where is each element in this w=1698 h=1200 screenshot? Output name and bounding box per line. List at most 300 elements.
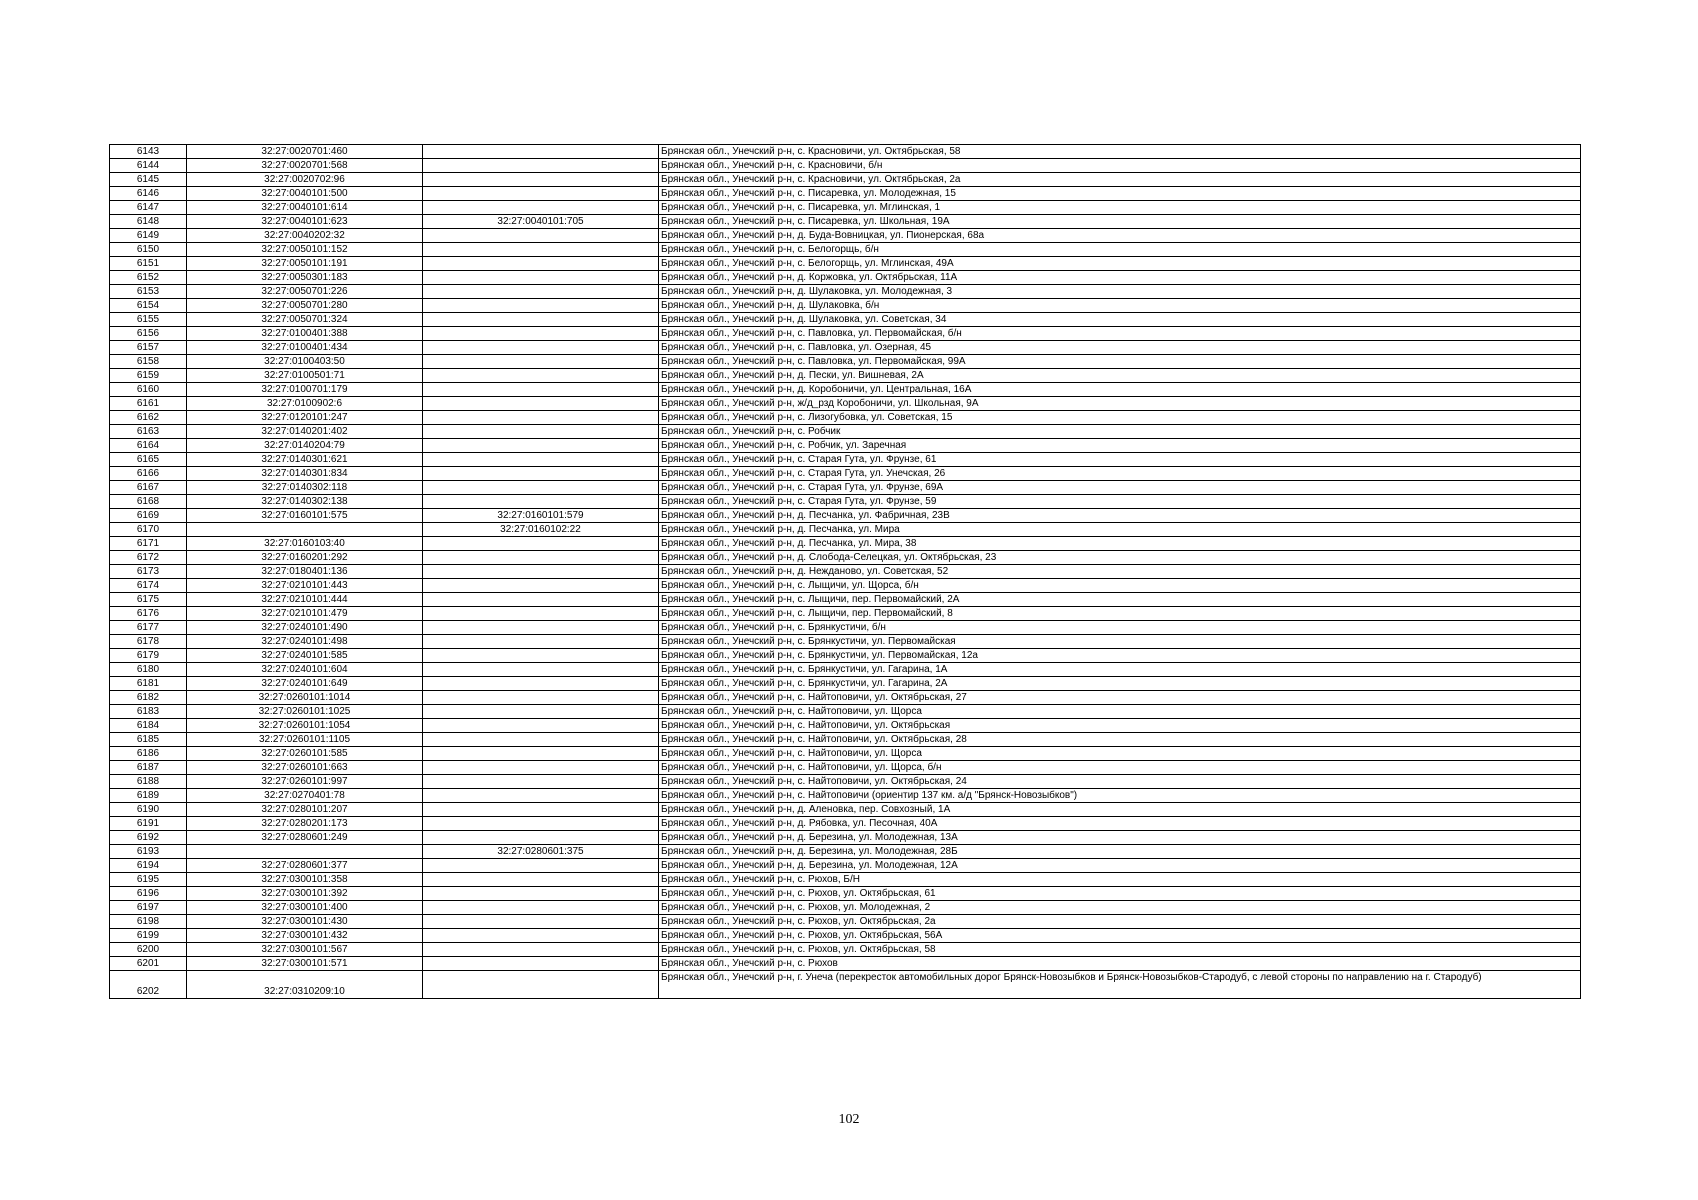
address-cell: Брянская обл., Унечский р-н, д. Березина, ул. Молодежная, 12А: [659, 859, 1581, 873]
address-cell: Брянская обл., Унечский р-н, д. Аленовка, пер. Совхозный, 1А: [659, 803, 1581, 817]
cadastral-number-cell: 32:27:0260101:1054: [187, 719, 423, 733]
related-cadastral-number-cell: [423, 397, 659, 411]
address-cell: Брянская обл., Унечский р-н, д. Песчанка, ул. Мира, 38: [659, 537, 1581, 551]
address-cell: Брянская обл., Унечский р-н, с. Павловка, ул. Озерная, 45: [659, 341, 1581, 355]
address-cell: Брянская обл., Унечский р-н, с. Найтоповичи, ул. Щорса: [659, 747, 1581, 761]
address-cell: Брянская обл., Унечский р-н, с. Брянкустичи, ул. Гагарина, 2А: [659, 677, 1581, 691]
address-cell: Брянская обл., Унечский р-н, д. Березина, ул. Молодежная, 28Б: [659, 845, 1581, 859]
row-number-cell: 6161: [110, 397, 187, 411]
cadastral-number-cell: 32:27:0140301:834: [187, 467, 423, 481]
table-row: [110, 229, 1581, 243]
row-number-cell: 6182: [110, 691, 187, 705]
related-cadastral-number-cell: [423, 943, 659, 957]
table-row: [110, 523, 1581, 537]
row-number-cell: 6189: [110, 789, 187, 803]
cadastral-number-cell: 32:27:0300101:571: [187, 957, 423, 971]
cadastral-number-cell: 32:27:0100401:388: [187, 327, 423, 341]
address-cell: Брянская обл., Унечский р-н, с. Писаревка, ул. Школьная, 19А: [659, 215, 1581, 229]
address-cell: Брянская обл., Унечский р-н, с. Рюхов: [659, 957, 1581, 971]
address-cell: Брянская обл., Унечский р-н, с. Найтоповичи (ориентир 137 км. а/д "Брянск-Новозыбков"): [659, 789, 1581, 803]
row-number-cell: 6160: [110, 383, 187, 397]
related-cadastral-number-cell: [423, 257, 659, 271]
cadastral-number-cell: 32:27:0020702:96: [187, 173, 423, 187]
address-cell: Брянская обл., Унечский р-н, с. Найтоповичи, ул. Октябрьская, 27: [659, 691, 1581, 705]
related-cadastral-number-cell: [423, 453, 659, 467]
address-cell: Брянская обл., Унечский р-н, с. Найтоповичи, ул. Щорса: [659, 705, 1581, 719]
row-number-cell: 6162: [110, 411, 187, 425]
row-number-cell: 6145: [110, 173, 187, 187]
cadastral-number-cell: 32:27:0020701:460: [187, 145, 423, 159]
row-number-cell: 6177: [110, 621, 187, 635]
address-cell: Брянская обл., Унечский р-н, с. Лыщичи, пер. Первомайский, 8: [659, 607, 1581, 621]
table-row: [110, 719, 1581, 733]
address-cell: Брянская обл., Унечский р-н, с. Павловка, ул. Первомайская, 99А: [659, 355, 1581, 369]
address-cell: Брянская обл., Унечский р-н, с. Рюхов, ул. Молодежная, 2: [659, 901, 1581, 915]
cadastral-number-cell: 32:27:0260101:585: [187, 747, 423, 761]
table-row: [110, 901, 1581, 915]
related-cadastral-number-cell: 32:27:0280601:375: [423, 845, 659, 859]
cadastral-number-cell: 32:27:0240101:490: [187, 621, 423, 635]
related-cadastral-number-cell: [423, 341, 659, 355]
row-number-cell: 6186: [110, 747, 187, 761]
cadastral-number-cell: 32:27:0240101:498: [187, 635, 423, 649]
table-row: [110, 187, 1581, 201]
related-cadastral-number-cell: [423, 173, 659, 187]
cadastral-number-cell: 32:27:0140302:118: [187, 481, 423, 495]
table-row: [110, 887, 1581, 901]
row-number-cell: 6149: [110, 229, 187, 243]
row-number-cell: 6178: [110, 635, 187, 649]
cadastral-number-cell: 32:27:0260101:997: [187, 775, 423, 789]
row-number-cell: 6190: [110, 803, 187, 817]
row-number-cell: 6169: [110, 509, 187, 523]
table-row: [110, 439, 1581, 453]
address-cell: Брянская обл., Унечский р-н, с. Робчик, ул. Заречная: [659, 439, 1581, 453]
cadastral-number-cell: 32:27:0240101:649: [187, 677, 423, 691]
table-row: [110, 943, 1581, 957]
address-cell: Брянская обл., Унечский р-н, с. Брянкустичи, б/н: [659, 621, 1581, 635]
cadastral-number-cell: 32:27:0140302:138: [187, 495, 423, 509]
cadastral-number-cell: 32:27:0140301:621: [187, 453, 423, 467]
address-cell: Брянская обл., Унечский р-н, д. Слобода-Селецкая, ул. Октябрьская, 23: [659, 551, 1581, 565]
row-number-cell: 6151: [110, 257, 187, 271]
row-number-cell: 6170: [110, 523, 187, 537]
cadastral-number-cell: 32:27:0050101:152: [187, 243, 423, 257]
related-cadastral-number-cell: [423, 635, 659, 649]
address-cell: Брянская обл., Унечский р-н, с. Писаревка, ул. Молодежная, 15: [659, 187, 1581, 201]
related-cadastral-number-cell: [423, 411, 659, 425]
address-cell: Брянская обл., Унечский р-н, с. Рюхов, ул. Октябрьская, 2а: [659, 915, 1581, 929]
related-cadastral-number-cell: [423, 369, 659, 383]
table-row: [110, 313, 1581, 327]
related-cadastral-number-cell: [423, 929, 659, 943]
related-cadastral-number-cell: [423, 817, 659, 831]
table-row: [110, 271, 1581, 285]
table-row: [110, 495, 1581, 509]
cadastral-number-cell: 32:27:0160103:40: [187, 537, 423, 551]
address-cell: Брянская обл., Унечский р-н, д. Песчанка, ул. Фабричная, 23В: [659, 509, 1581, 523]
address-cell: Брянская обл., Унечский р-н, с. Павловка, ул. Первомайская, б/н: [659, 327, 1581, 341]
cadastral-number-cell: 32:27:0260101:663: [187, 761, 423, 775]
table-row: [110, 425, 1581, 439]
related-cadastral-number-cell: [423, 621, 659, 635]
row-number-cell: 6184: [110, 719, 187, 733]
table-row: [110, 649, 1581, 663]
cadastral-number-cell: 32:27:0300101:392: [187, 887, 423, 901]
related-cadastral-number-cell: [423, 705, 659, 719]
cadastral-number-cell: 32:27:0300101:358: [187, 873, 423, 887]
row-number-cell: 6173: [110, 565, 187, 579]
row-number-cell: 6146: [110, 187, 187, 201]
cadastral-number-cell: 32:27:0300101:432: [187, 929, 423, 943]
table-row: [110, 159, 1581, 173]
table-row: [110, 775, 1581, 789]
row-number-cell: 6202: [110, 971, 187, 999]
table-row: [110, 859, 1581, 873]
address-cell: Брянская обл., Унечский р-н, с. Красновичи, б/н: [659, 159, 1581, 173]
table-row: [110, 635, 1581, 649]
table-row: [110, 607, 1581, 621]
cadastral-number-cell: 32:27:0100403:50: [187, 355, 423, 369]
address-cell: Брянская обл., Унечский р-н, с. Рюхов, ул. Октябрьская, 61: [659, 887, 1581, 901]
address-cell: Брянская обл., Унечский р-н, с. Старая Гута, ул. Фрунзе, 59: [659, 495, 1581, 509]
row-number-cell: 6144: [110, 159, 187, 173]
address-cell: Брянская обл., Унечский р-н, с. Красновичи, ул. Октябрьская, 58: [659, 145, 1581, 159]
table-row: [110, 817, 1581, 831]
related-cadastral-number-cell: [423, 495, 659, 509]
related-cadastral-number-cell: [423, 593, 659, 607]
cadastral-number-cell: 32:27:0120101:247: [187, 411, 423, 425]
table-row: [110, 201, 1581, 215]
cadastral-number-cell: 32:27:0240101:585: [187, 649, 423, 663]
table-row: [110, 537, 1581, 551]
cadastral-number-cell: [187, 523, 423, 537]
row-number-cell: 6158: [110, 355, 187, 369]
table-row: [110, 579, 1581, 593]
address-cell: Брянская обл., Унечский р-н, с. Старая Гута, ул. Фрунзе, 61: [659, 453, 1581, 467]
address-cell: Брянская обл., Унечский р-н, с. Рюхов, ул. Октябрьская, 56А: [659, 929, 1581, 943]
cadastral-number-cell: 32:27:0040101:614: [187, 201, 423, 215]
row-number-cell: 6187: [110, 761, 187, 775]
related-cadastral-number-cell: [423, 733, 659, 747]
address-cell: Брянская обл., Унечский р-н, с. Брянкустичи, ул. Первомайская, 12а: [659, 649, 1581, 663]
address-cell: Брянская обл., Унечский р-н, д. Шулаковка, ул. Молодежная, 3: [659, 285, 1581, 299]
cadastral-number-cell: 32:27:0160201:292: [187, 551, 423, 565]
row-number-cell: 6197: [110, 901, 187, 915]
table-row: [110, 747, 1581, 761]
row-number-cell: 6147: [110, 201, 187, 215]
address-cell: Брянская обл., Унечский р-н, д. Нежданово, ул. Советская, 52: [659, 565, 1581, 579]
address-cell: Брянская обл., Унечский р-н, д. Рябовка, ул. Песочная, 40А: [659, 817, 1581, 831]
row-number-cell: 6181: [110, 677, 187, 691]
address-cell: Брянская обл., Унечский р-н, д. Шулаковка, ул. Советская, 34: [659, 313, 1581, 327]
related-cadastral-number-cell: [423, 299, 659, 313]
row-number-cell: 6199: [110, 929, 187, 943]
table-row: [110, 299, 1581, 313]
related-cadastral-number-cell: [423, 957, 659, 971]
table-row: [110, 593, 1581, 607]
related-cadastral-number-cell: [423, 719, 659, 733]
row-number-cell: 6171: [110, 537, 187, 551]
table-row: [110, 873, 1581, 887]
table-row: [110, 327, 1581, 341]
row-number-cell: 6167: [110, 481, 187, 495]
cadastral-number-cell: 32:27:0040101:500: [187, 187, 423, 201]
related-cadastral-number-cell: [423, 327, 659, 341]
row-number-cell: 6191: [110, 817, 187, 831]
table-row: [110, 803, 1581, 817]
register-table: [109, 144, 1581, 999]
address-cell: Брянская обл., Унечский р-н, д. Березина, ул. Молодежная, 13А: [659, 831, 1581, 845]
table-row: [110, 453, 1581, 467]
row-number-cell: 6194: [110, 859, 187, 873]
table-row: [110, 355, 1581, 369]
cadastral-number-cell: 32:27:0100401:434: [187, 341, 423, 355]
table-row: [110, 397, 1581, 411]
cadastral-number-cell: 32:27:0040202:32: [187, 229, 423, 243]
row-number-cell: 6172: [110, 551, 187, 565]
row-number-cell: 6175: [110, 593, 187, 607]
cadastral-number-cell: 32:27:0270401:78: [187, 789, 423, 803]
related-cadastral-number-cell: [423, 607, 659, 621]
related-cadastral-number-cell: [423, 201, 659, 215]
row-number-cell: 6155: [110, 313, 187, 327]
cadastral-number-cell: 32:27:0050301:183: [187, 271, 423, 285]
cadastral-number-cell: 32:27:0310209:10: [187, 971, 423, 999]
row-number-cell: 6198: [110, 915, 187, 929]
row-number-cell: 6180: [110, 663, 187, 677]
table-row: [110, 733, 1581, 747]
address-cell: Брянская обл., Унечский р-н, с. Рюхов, Б/Н: [659, 873, 1581, 887]
related-cadastral-number-cell: [423, 789, 659, 803]
cadastral-number-cell: 32:27:0050101:191: [187, 257, 423, 271]
address-cell: Брянская обл., Унечский р-н, с. Лыщичи, пер. Первомайский, 2А: [659, 593, 1581, 607]
address-cell: Брянская обл., Унечский р-н, с. Найтоповичи, ул. Октябрьская, 28: [659, 733, 1581, 747]
related-cadastral-number-cell: [423, 243, 659, 257]
related-cadastral-number-cell: [423, 229, 659, 243]
cadastral-number-cell: 32:27:0280601:249: [187, 831, 423, 845]
row-number-cell: 6193: [110, 845, 187, 859]
related-cadastral-number-cell: [423, 425, 659, 439]
table-row: [110, 383, 1581, 397]
row-number-cell: 6143: [110, 145, 187, 159]
address-cell: Брянская обл., Унечский р-н, с. Старая Гута, ул. Унечская, 26: [659, 467, 1581, 481]
cadastral-number-cell: 32:27:0140204:79: [187, 439, 423, 453]
register-table-body: [110, 145, 1581, 999]
related-cadastral-number-cell: [423, 551, 659, 565]
related-cadastral-number-cell: [423, 691, 659, 705]
table-row: [110, 971, 1581, 999]
related-cadastral-number-cell: [423, 537, 659, 551]
cadastral-number-cell: 32:27:0020701:568: [187, 159, 423, 173]
row-number-cell: 6192: [110, 831, 187, 845]
address-cell: Брянская обл., Унечский р-н, с. Лыщичи, ул. Щорса, б/н: [659, 579, 1581, 593]
table-row: [110, 509, 1581, 523]
related-cadastral-number-cell: [423, 383, 659, 397]
address-cell: Брянская обл., Унечский р-н, с. Старая Гута, ул. Фрунзе, 69А: [659, 481, 1581, 495]
cadastral-number-cell: 32:27:0100501:71: [187, 369, 423, 383]
row-number-cell: 6153: [110, 285, 187, 299]
table-row: [110, 621, 1581, 635]
table-row: [110, 551, 1581, 565]
cadastral-number-cell: 32:27:0210101:444: [187, 593, 423, 607]
related-cadastral-number-cell: [423, 481, 659, 495]
table-row: [110, 761, 1581, 775]
row-number-cell: 6185: [110, 733, 187, 747]
cadastral-number-cell: 32:27:0100902:6: [187, 397, 423, 411]
row-number-cell: 6164: [110, 439, 187, 453]
address-cell: Брянская обл., Унечский р-н, с. Рюхов, ул. Октябрьская, 58: [659, 943, 1581, 957]
row-number-cell: 6148: [110, 215, 187, 229]
cadastral-number-cell: 32:27:0140201:402: [187, 425, 423, 439]
related-cadastral-number-cell: [423, 803, 659, 817]
related-cadastral-number-cell: [423, 663, 659, 677]
cadastral-number-cell: 32:27:0300101:400: [187, 901, 423, 915]
table-row: [110, 467, 1581, 481]
table-row: [110, 565, 1581, 579]
cadastral-number-cell: 32:27:0260101:1105: [187, 733, 423, 747]
address-cell: Брянская обл., Унечский р-н, с. Белогорщь, б/н: [659, 243, 1581, 257]
cadastral-number-cell: [187, 845, 423, 859]
table-row: [110, 411, 1581, 425]
related-cadastral-number-cell: 32:27:0160101:579: [423, 509, 659, 523]
cadastral-number-cell: 32:27:0040101:623: [187, 215, 423, 229]
cadastral-number-cell: 32:27:0050701:226: [187, 285, 423, 299]
address-cell: Брянская обл., Унечский р-н, д. Буда-Вовницкая, ул. Пионерская, 68а: [659, 229, 1581, 243]
related-cadastral-number-cell: [423, 747, 659, 761]
related-cadastral-number-cell: [423, 649, 659, 663]
table-row: [110, 915, 1581, 929]
row-number-cell: 6163: [110, 425, 187, 439]
related-cadastral-number-cell: [423, 439, 659, 453]
related-cadastral-number-cell: [423, 831, 659, 845]
address-cell: Брянская обл., Унечский р-н, д. Коржовка, ул. Октябрьская, 11А: [659, 271, 1581, 285]
row-number-cell: 6195: [110, 873, 187, 887]
row-number-cell: 6154: [110, 299, 187, 313]
address-cell: Брянская обл., Унечский р-н, с. Найтоповичи, ул. Щорса, б/н: [659, 761, 1581, 775]
table-row: [110, 677, 1581, 691]
row-number-cell: 6156: [110, 327, 187, 341]
row-number-cell: 6150: [110, 243, 187, 257]
address-cell: Брянская обл., Унечский р-н, ж/д_рзд Коробоничи, ул. Школьная, 9А: [659, 397, 1581, 411]
table-row: [110, 663, 1581, 677]
related-cadastral-number-cell: [423, 565, 659, 579]
row-number-cell: 6176: [110, 607, 187, 621]
related-cadastral-number-cell: [423, 915, 659, 929]
address-cell: Брянская обл., Унечский р-н, с. Писаревка, ул. Мглинская, 1: [659, 201, 1581, 215]
row-number-cell: 6183: [110, 705, 187, 719]
related-cadastral-number-cell: [423, 775, 659, 789]
row-number-cell: 6166: [110, 467, 187, 481]
cadastral-number-cell: 32:27:0180401:136: [187, 565, 423, 579]
address-cell: Брянская обл., Унечский р-н, д. Песчанка, ул. Мира: [659, 523, 1581, 537]
related-cadastral-number-cell: [423, 677, 659, 691]
address-cell: Брянская обл., Унечский р-н, с. Белогорщь, ул. Мглинская, 49А: [659, 257, 1581, 271]
cadastral-number-cell: 32:27:0160101:575: [187, 509, 423, 523]
row-number-cell: 6196: [110, 887, 187, 901]
table-row: [110, 705, 1581, 719]
address-cell: Брянская обл., Унечский р-н, д. Коробоничи, ул. Центральная, 16А: [659, 383, 1581, 397]
row-number-cell: 6157: [110, 341, 187, 355]
row-number-cell: 6152: [110, 271, 187, 285]
address-cell: Брянская обл., Унечский р-н, д. Пески, ул. Вишневая, 2А: [659, 369, 1581, 383]
table-row: [110, 831, 1581, 845]
row-number-cell: 6200: [110, 943, 187, 957]
cadastral-number-cell: 32:27:0050701:280: [187, 299, 423, 313]
row-number-cell: 6159: [110, 369, 187, 383]
cadastral-number-cell: 32:27:0280201:173: [187, 817, 423, 831]
cadastral-number-cell: 32:27:0210101:479: [187, 607, 423, 621]
cadastral-number-cell: 32:27:0260101:1025: [187, 705, 423, 719]
cadastral-number-cell: 32:27:0100701:179: [187, 383, 423, 397]
related-cadastral-number-cell: [423, 971, 659, 999]
cadastral-number-cell: 32:27:0280101:207: [187, 803, 423, 817]
cadastral-number-cell: 32:27:0210101:443: [187, 579, 423, 593]
related-cadastral-number-cell: [423, 859, 659, 873]
table-row: [110, 173, 1581, 187]
page-number: 102: [838, 1112, 860, 1127]
cadastral-number-cell: 32:27:0300101:430: [187, 915, 423, 929]
cadastral-number-cell: 32:27:0260101:1014: [187, 691, 423, 705]
address-cell: Брянская обл., Унечский р-н, с. Красновичи, ул. Октябрьская, 2а: [659, 173, 1581, 187]
address-cell: Брянская обл., Унечский р-н, с. Брянкустичи, ул. Первомайская: [659, 635, 1581, 649]
table-row: [110, 215, 1581, 229]
cadastral-number-cell: 32:27:0050701:324: [187, 313, 423, 327]
related-cadastral-number-cell: [423, 159, 659, 173]
row-number-cell: 6188: [110, 775, 187, 789]
address-cell: Брянская обл., Унечский р-н, с. Найтоповичи, ул. Октябрьская: [659, 719, 1581, 733]
cadastral-number-cell: 32:27:0240101:604: [187, 663, 423, 677]
cadastral-number-cell: 32:27:0300101:567: [187, 943, 423, 957]
related-cadastral-number-cell: [423, 579, 659, 593]
related-cadastral-number-cell: [423, 467, 659, 481]
table-row: [110, 929, 1581, 943]
related-cadastral-number-cell: [423, 873, 659, 887]
row-number-cell: 6179: [110, 649, 187, 663]
table-row: [110, 845, 1581, 859]
related-cadastral-number-cell: [423, 887, 659, 901]
cadastral-number-cell: 32:27:0280601:377: [187, 859, 423, 873]
related-cadastral-number-cell: [423, 145, 659, 159]
address-cell: Брянская обл., Унечский р-н, с. Лизогубовка, ул. Советская, 15: [659, 411, 1581, 425]
row-number-cell: 6201: [110, 957, 187, 971]
related-cadastral-number-cell: 32:27:0040101:705: [423, 215, 659, 229]
row-number-cell: 6168: [110, 495, 187, 509]
address-cell: Брянская обл., Унечский р-н, с. Найтоповичи, ул. Октябрьская, 24: [659, 775, 1581, 789]
related-cadastral-number-cell: [423, 313, 659, 327]
table-row: [110, 691, 1581, 705]
table-row: [110, 257, 1581, 271]
address-cell: Брянская обл., Унечский р-н, г. Унеча (перекресток автомобильных дорог Брянск-Новозыбков и Брянск-Новозыбков-Стародуб, с левой стороны по направлению на г. Стародуб): [659, 971, 1581, 999]
table-row: [110, 145, 1581, 159]
related-cadastral-number-cell: 32:27:0160102:22: [423, 523, 659, 537]
related-cadastral-number-cell: [423, 187, 659, 201]
row-number-cell: 6174: [110, 579, 187, 593]
table-row: [110, 369, 1581, 383]
related-cadastral-number-cell: [423, 901, 659, 915]
related-cadastral-number-cell: [423, 761, 659, 775]
table-row: [110, 957, 1581, 971]
related-cadastral-number-cell: [423, 271, 659, 285]
table-row: [110, 789, 1581, 803]
address-cell: Брянская обл., Унечский р-н, д. Шулаковка, б/н: [659, 299, 1581, 313]
table-row: [110, 481, 1581, 495]
table-row: [110, 243, 1581, 257]
row-number-cell: 6165: [110, 453, 187, 467]
related-cadastral-number-cell: [423, 285, 659, 299]
table-row: [110, 285, 1581, 299]
table-row: [110, 341, 1581, 355]
